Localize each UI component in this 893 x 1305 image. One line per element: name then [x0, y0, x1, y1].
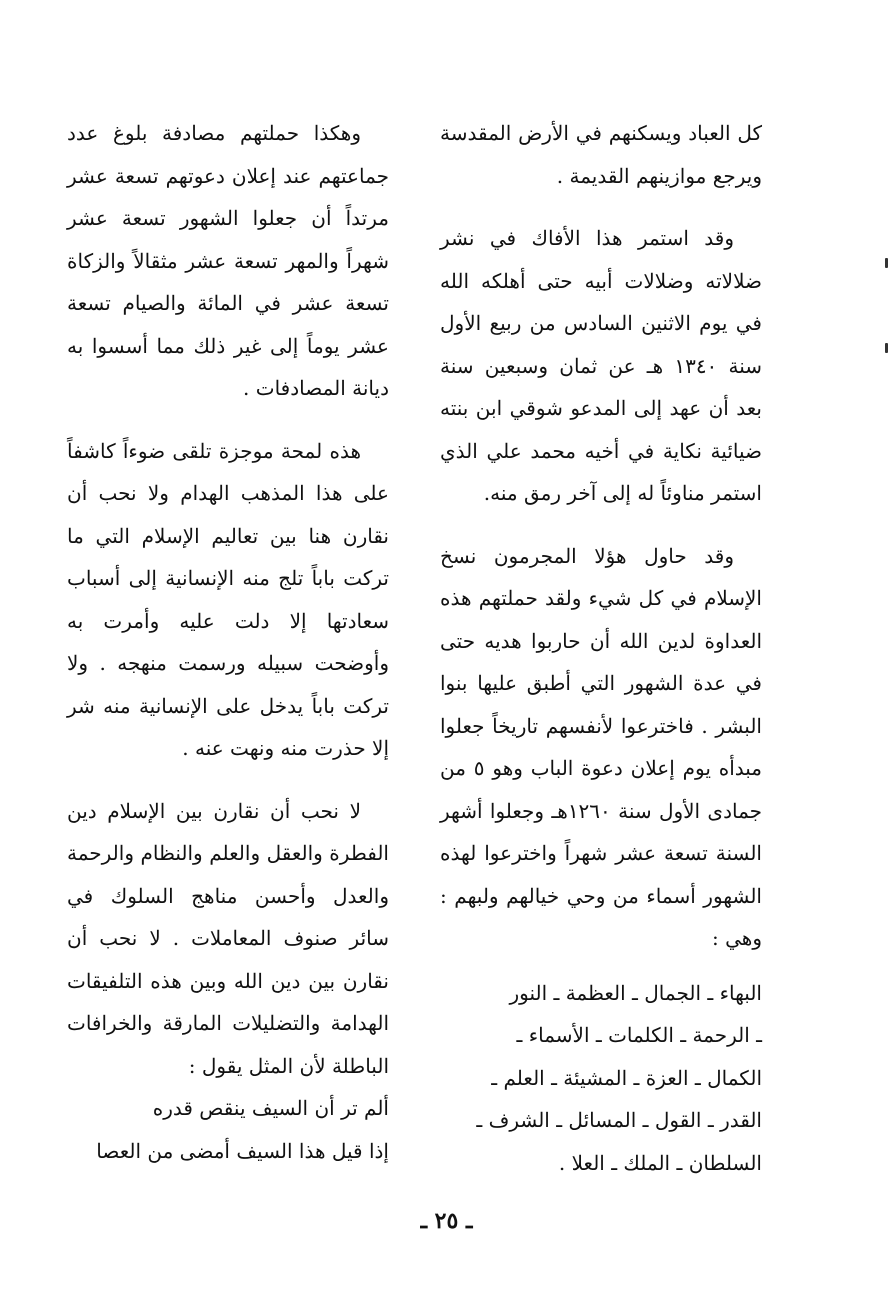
month-list-line: البهاء ـ الجمال ـ العظمة ـ النور: [509, 980, 762, 1005]
paragraph: وقد استمر هذا الأفاك في نشر ضلالاته وضلالات أبيه حتى أهلكه الله في يوم الاثنين السادس من ربيع الأول سنة ١٣٤٠ هـ عن ثمان وسبعين سنة بعد أن عهد إلى المدعو شوقي ابن بنته ضيائية نكاية في أخيه محمد علي الذي استمر مناوئاً له إلى آخر رمق منه.: [440, 226, 763, 505]
verse-line: ألم تر أن السيف ينقص قدره: [152, 1096, 389, 1120]
month-list-line: ـ الرحمة ـ الكلمات ـ الأسماء ـ: [516, 1023, 762, 1047]
paragraph: لا نحب أن نقارن بين الإسلام دين الفطرة والعقل والعلم والنظام والرحمة والعدل وأحسن مناهج السلوك في سائر صنوف المعاملات . لا نحب أن نقارن بين دين الله وبين هذه التلفيقات الهدامة والتضليلات المارقة والخرافات الباطلة لأن المثل يقول :: [67, 798, 389, 1078]
edge-mark: [885, 258, 888, 268]
paragraph: وقد حاول هؤلا المجرمون نسخ الإسلام في كل شيء ولقد حملتهم هذه العداوة لدين الله أن حاربوا هديه حتى في عدة الشهور التي أطبق عليها بنوا البشر . فاخترعوا لأنفسهم تاريخاً جعلوا مبدأه يوم إعلان دعوة الباب وهو ٥ من جمادى الأول سنة ١٢٦٠هـ وجعلوا أشهر السنة تسعة عشر شهراً واخترعوا لهذه الشهور أسماء من وحي خيالهم ولبهم : وهي :: [440, 543, 762, 950]
page-number: ـ ٢٥ ـ: [420, 1208, 473, 1234]
month-list-line: القدر ـ القول ـ المسائل ـ الشرف ـ: [476, 1108, 762, 1132]
verse-line: إذا قيل هذا السيف أمضى من العصا: [96, 1138, 389, 1163]
left-column: [67, 112, 389, 1172]
paragraph: وهكذا حملتهم مصادفة بلوغ عدد جماعتهم عند إعلان دعوتهم تسعة عشر مرتداً أن جعلوا الشهور تسعة عشر شهراً والمهر تسعة عشر مثقالاً والزكاة تسعة عشر في المائة والصيام تسعة عشر يوماً إلى غير ذلك مما أسسوا به ديانة المصادفات .: [67, 121, 389, 400]
edge-mark: [885, 343, 888, 353]
month-list-line: السلطان ـ الملك ـ العلا .: [558, 1150, 762, 1175]
paragraph: كل العباد ويسكنهم في الأرض المقدسة ويرجع موازينهم القديمة .: [440, 121, 762, 188]
right-column: [440, 112, 762, 1184]
paragraph: هذه لمحة موجزة تلقى ضوءاً كاشفاً على هذا المذهب الهدام ولا نحب أن نقارن هنا بين تعاليم الإسلام التي ما تركت باباً تلج منه الإنسانية إلى أسباب سعادتها إلا دلت عليه وأمرت به وأوضحت سبيله ورسمت منهجه . ولا تركت باباً يدخل على الإنسانية منه شر إلا حذرت منه ونهت عنه .: [67, 438, 389, 760]
month-list-line: الكمال ـ العزة ـ المشيئة ـ العلم ـ: [491, 1065, 762, 1090]
